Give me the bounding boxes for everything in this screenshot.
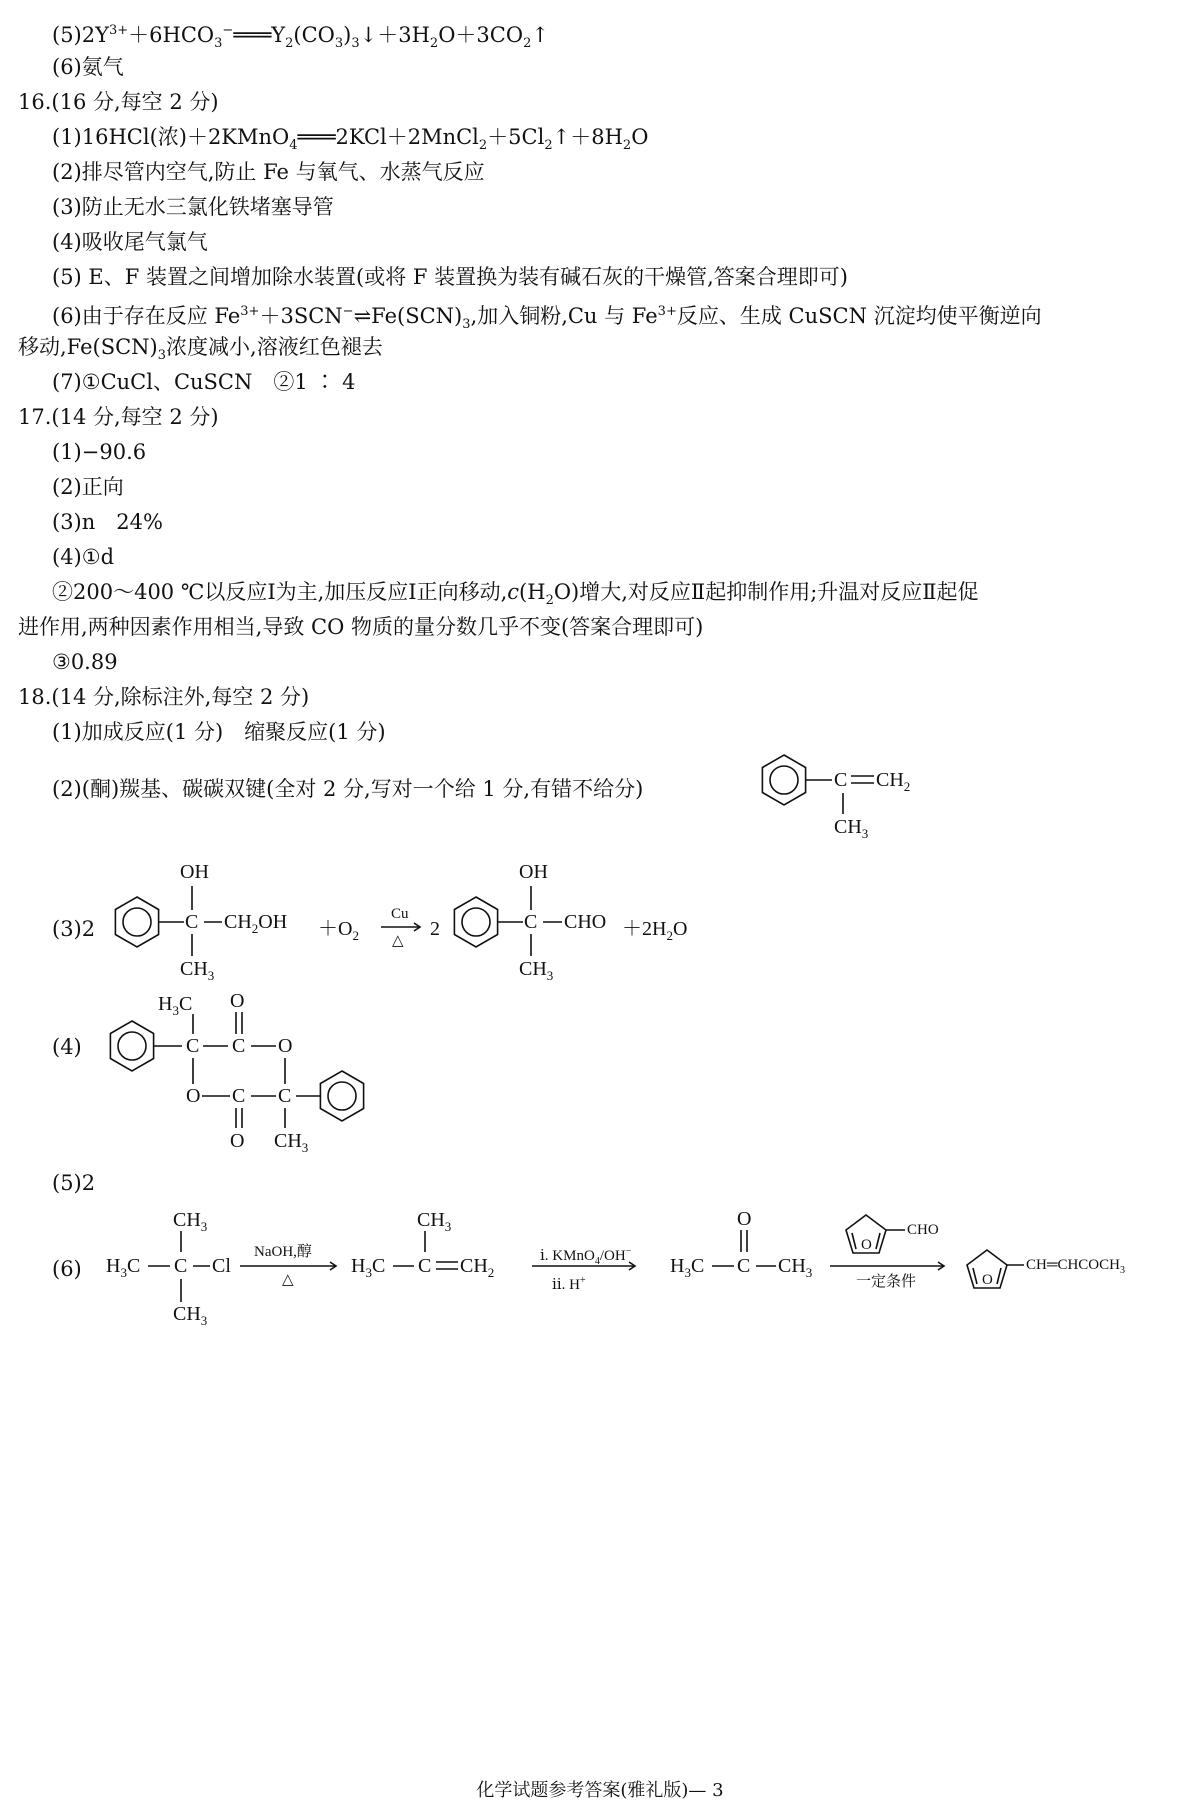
page-footer: 化学试题参考答案(雅礼版)— 3 xyxy=(476,1780,724,1801)
q18-s3-ch3: $CH_3$ xyxy=(180,958,215,983)
q16-answer-7: (7)①CuCl、CuSCN ②1 ∶ 4 xyxy=(52,370,356,394)
q16-answer-2: (2)排尽管内空气,防止 Fe 与氧气、水蒸气反应 xyxy=(52,160,485,184)
q18-answer-2: (2)(酮)羰基、碳碳双键(全对 2 分,写对一个给 1 分,有错不给分) xyxy=(52,777,644,801)
q18-s3-water: $+2H_2O$ xyxy=(622,918,688,943)
q18-s6-reagent-1: NaOH,醇 xyxy=(254,1244,312,1260)
q18-s6-acetone-ch3: $CH_3$ xyxy=(778,1255,813,1280)
q18-s6-h3c: $H_3C$ xyxy=(106,1255,141,1280)
q18-s4-o-top: O xyxy=(230,990,245,1012)
furan-ring-a xyxy=(846,1215,905,1253)
q18-s6-condition: 一定条件 xyxy=(856,1274,917,1290)
q16-answer-1: (1)16HCl(浓)$+2KMnO_4═══2KCl+2MnCl_2+5Cl_2↑+8H_2O$ xyxy=(52,125,649,154)
q17-answer-4: (4)①d xyxy=(52,545,115,569)
q18-s3-plus-o2: $+O_2$ xyxy=(318,918,359,943)
q18-s3-heat: △ xyxy=(392,933,404,949)
q16-answer-3: (3)防止无水三氯化铁堵塞导管 xyxy=(52,195,334,219)
q15-answer-5: $(5)2Y^{3+}+6HCO_3^-═══Y_2(CO_3)_3↓+3H_2O+3CO_2↑$ xyxy=(52,23,549,52)
q18-answer-5: (5)2 xyxy=(52,1171,96,1195)
q18-s6-product-o: O xyxy=(982,1272,993,1288)
q18-s4-c2: C xyxy=(232,1035,246,1057)
q18-s3-ch3-product: $CH_3$ xyxy=(519,958,554,983)
q18-s4-c1: C xyxy=(186,1035,200,1057)
q18-s6-carbon: C xyxy=(174,1255,188,1277)
q16-heading: 16.(16 分,每空 2 分) xyxy=(18,90,219,114)
q18-s3-carbon: C xyxy=(185,911,199,933)
furan-ring-b xyxy=(967,1250,1024,1288)
q18-s2-carbon: C xyxy=(834,769,848,791)
q16-answer-5: (5) E、F 装置之间增加除水装置(或将 F 装置换为装有碱石灰的干燥管,答案合理即可) xyxy=(52,265,848,289)
q18-s4-o-ring1: O xyxy=(278,1035,293,1057)
q18-s6-ch3-bottom: $CH_3$ xyxy=(173,1303,208,1328)
q18-s6-acetone-h3c: $H_3C$ xyxy=(670,1255,705,1280)
q15-answer-6: (6)氨气 xyxy=(52,55,124,79)
q18-s3-catalyst: Cu xyxy=(391,906,409,922)
q18-s6-cl: Cl xyxy=(212,1255,231,1277)
q16-answer-4: (4)吸收尾气氯气 xyxy=(52,230,208,254)
q18-answer-1: (1)加成反应(1 分) 缩聚反应(1 分) xyxy=(52,720,386,744)
q18-s6-isobutene-h3c: $H_3C$ xyxy=(351,1255,386,1280)
q17-answer-1: (1)−90.6 xyxy=(52,440,147,464)
q17-heading: 17.(14 分,每空 2 分) xyxy=(18,405,219,429)
q18-s6-isobutene-c: C xyxy=(418,1255,432,1277)
q18-s6-isobutene-ch3: $CH_3$ xyxy=(417,1209,452,1234)
q18-s2-ch3: $CH_3$ xyxy=(834,816,869,841)
q18-s6-heat-1: △ xyxy=(282,1272,294,1288)
q18-heading: 18.(14 分,除标注外,每空 2 分) xyxy=(18,685,310,709)
q18-s6-furfural-o: O xyxy=(861,1237,872,1253)
q18-s6-reagent-2: ⅰ. KMnO$_4$/OH− xyxy=(540,1246,632,1267)
q17-answer-3: (3)n 24% xyxy=(52,510,163,534)
q18-s4-c3: C xyxy=(232,1085,246,1107)
q18-s6-acetone-c: C xyxy=(737,1255,751,1277)
q18-s3-cho: CHO xyxy=(564,911,607,933)
q18-s3-oh: OH xyxy=(180,861,209,883)
q18-s3-ch2oh: $CH_2OH$ xyxy=(224,911,288,936)
q18-answer-4-label: (4) xyxy=(52,1035,82,1059)
q17-answer-4-2-cont: 进作用,两种因素作用相当,导致 CO 物质的量分数几乎不变(答案合理即可) xyxy=(18,615,704,639)
q18-s6-furfural-cho: CHO xyxy=(907,1222,939,1238)
q18-s4-ch3: $CH_3$ xyxy=(274,1130,309,1155)
q18-answer-6-label: (6) xyxy=(52,1257,82,1281)
q18-s4-o-bottom: O xyxy=(230,1130,245,1152)
q18-s6-product-chain: $CH═CHCOCH_3$ xyxy=(1026,1257,1125,1276)
q16-answer-6: (6)由于存在反应 $Fe^{3+}+3SCN^-\rightleftharpoons Fe(SCN)_3$,加入铜粉,Cu 与 $Fe^{3+}$反应、生成 CuSCN 沉淀均使平衡逆向 xyxy=(52,304,1042,333)
q18-s4-h3c: $H_3C$ xyxy=(158,993,193,1018)
q18-s2-ch2: $CH_2$ xyxy=(876,769,911,794)
q17-answer-4-2: ②200～400 ℃以反应Ⅰ为主,加压反应Ⅰ正向移动$,c(H_2O)$增大,对反应Ⅱ起抑制作用;升温对反应Ⅱ起促 xyxy=(52,580,979,609)
q17-answer-2: (2)正向 xyxy=(52,475,124,499)
q18-s3-carbon-product: C xyxy=(524,911,538,933)
q18-answer-3-label: (3)2 xyxy=(52,917,96,941)
q18-s3-oh-product: OH xyxy=(519,861,548,883)
q17-answer-4-3: ③0.89 xyxy=(52,650,118,674)
q16-answer-6-cont: 移动$,Fe(SCN)_3$浓度减小,溶液红色褪去 xyxy=(18,335,383,364)
q18-s4-c4: C xyxy=(278,1085,292,1107)
q18-s6-reagent-2b: ⅱ. H+ xyxy=(552,1275,586,1293)
q18-s6-ch3-top: $CH_3$ xyxy=(173,1209,208,1234)
q18-s3-coefficient: 2 xyxy=(430,918,440,940)
q18-s6-acetone-o: O xyxy=(737,1208,752,1230)
q18-s4-o-ring2: O xyxy=(186,1085,201,1107)
q18-s6-isobutene-ch2: $CH_2$ xyxy=(460,1255,495,1280)
